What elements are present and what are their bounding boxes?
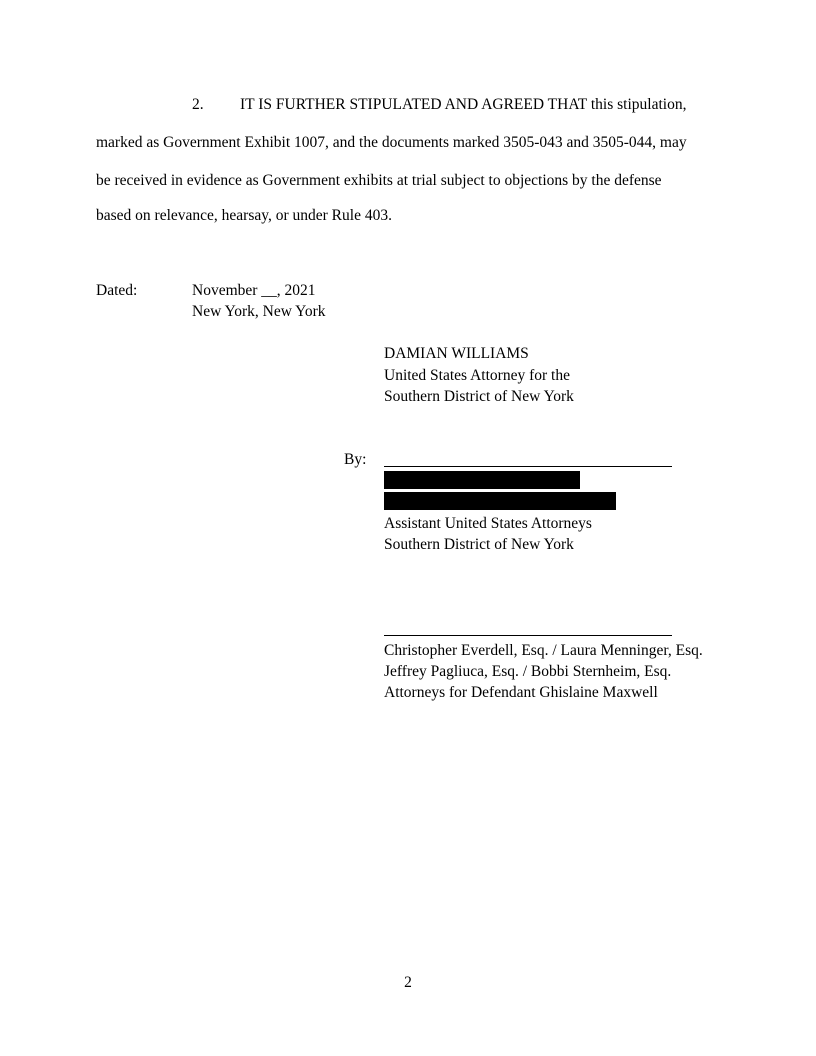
paragraph-number: 2. (192, 96, 204, 113)
paragraph-line-2: marked as Government Exhibit 1007, and the documents marked 3505-043 and 3505-044, may (96, 134, 687, 151)
paragraph-line-4: based on relevance, hearsay, or under Rule 403. (96, 207, 392, 224)
by-label: By: (344, 451, 367, 468)
redaction-bar-1 (384, 471, 580, 489)
dated-label: Dated: (96, 282, 138, 299)
us-attorney-title-2: Southern District of New York (384, 388, 574, 405)
defense-signature-line (384, 635, 672, 636)
paragraph-line-3: be received in evidence as Government exhibits at trial subject to objections by the defense (96, 172, 662, 189)
page-number: 2 (404, 974, 412, 991)
defense-counsel-line-3: Attorneys for Defendant Ghislaine Maxwell (384, 684, 658, 701)
redaction-bar-2 (384, 492, 616, 510)
government-signature-line (384, 466, 672, 467)
defense-counsel-line-1: Christopher Everdell, Esq. / Laura Menninger, Esq. (384, 642, 703, 659)
us-attorney-name: DAMIAN WILLIAMS (384, 345, 529, 362)
paragraph-line-1: IT IS FURTHER STIPULATED AND AGREED THAT this stipulation, (240, 96, 687, 113)
defense-counsel-line-2: Jeffrey Pagliuca, Esq. / Bobbi Sternheim, Esq. (384, 663, 672, 680)
dated-date: November __, 2021 (192, 282, 316, 299)
dated-place: New York, New York (192, 303, 326, 320)
us-attorney-title-1: United States Attorney for the (384, 367, 570, 384)
ausa-role: Assistant United States Attorneys (384, 515, 592, 532)
ausa-district: Southern District of New York (384, 536, 574, 553)
